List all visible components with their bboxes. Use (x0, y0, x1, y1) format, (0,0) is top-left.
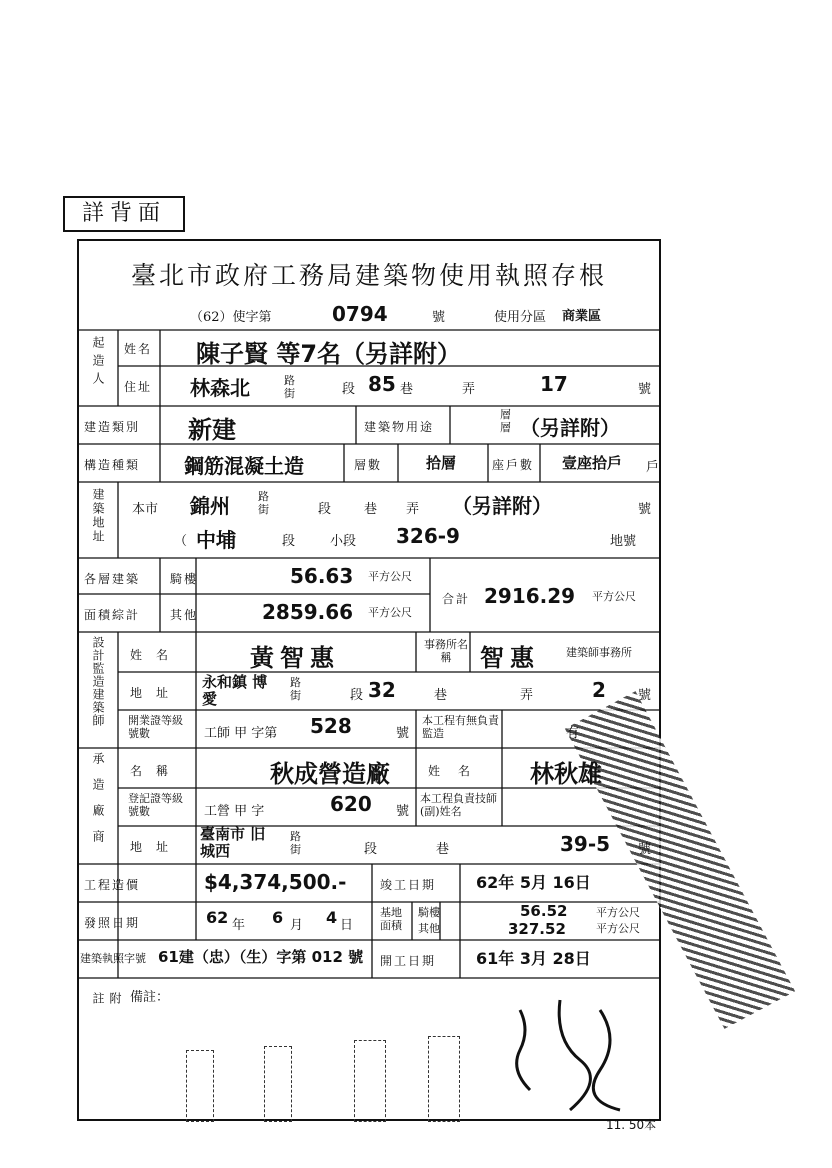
site-sec-unit: 段 (318, 502, 332, 517)
applicant-no: 17 (540, 372, 568, 396)
architect-road-unit: 路街 (290, 676, 301, 702)
site-alley-unit: 弄 (406, 502, 420, 517)
build-type-value: 新建 (188, 416, 236, 444)
architect-office-suffix: 建築師事務所 (566, 646, 632, 659)
contractor-reg-number: 620 (330, 792, 372, 816)
architect-lane-unit: 巷 (434, 688, 448, 703)
architect-addr-label: 地址 (130, 686, 183, 700)
units-value: 壹座拾戶 (562, 454, 623, 472)
area-other-value: 2859.66 (262, 600, 354, 624)
site-district: 中埔 (196, 528, 236, 552)
site-subsec-unit: 小段 (330, 534, 357, 549)
architect-office-label: 事務所名稱 (424, 638, 468, 664)
build-use-value: （另詳附） (520, 416, 620, 440)
cost-label: 工程造價 (84, 878, 141, 892)
applicant-name-value: 陳子賢 等7名（另詳附） (196, 340, 462, 368)
struct-label: 構造種類 (84, 458, 141, 472)
units-label: 座戶數 (492, 458, 535, 472)
finish-value: 62年 5月 16日 (476, 873, 591, 892)
site-no-unit: 號 (638, 502, 652, 517)
architect-office-value: 智惠 (480, 644, 540, 672)
base-arcade-label: 騎樓 (418, 906, 440, 919)
area-label-b: 面積綜計 (84, 608, 141, 622)
start-date-value: 61年 3月 28日 (476, 949, 591, 968)
contractor-person-value: 林秋雄 (530, 760, 602, 788)
site-note: （另詳附） (452, 494, 552, 518)
back-tag: 詳背面 (63, 196, 185, 232)
architect-no-unit: 號 (638, 688, 652, 703)
contractor-reg-suffix: 號 (396, 804, 410, 819)
finish-label: 竣工日期 (380, 878, 437, 892)
site-lot-unit: 地號 (610, 534, 637, 549)
permit-label: 建築執照字號 (80, 952, 146, 965)
contractor-name-label: 名稱 (130, 764, 183, 778)
permit-value: 61建（忠）（生）字第 012 號 (158, 948, 364, 966)
contractor-addr-label: 地址 (130, 840, 183, 854)
zone-label: 使用分區 (494, 310, 547, 325)
architect-name-label: 姓名 (130, 648, 183, 662)
handwritten-signature (500, 990, 650, 1120)
area-total-value: 2916.29 (484, 584, 576, 608)
start-date-label: 開工日期 (380, 954, 437, 968)
architect-no: 2 (592, 678, 606, 702)
applicant-alley-unit: 弄 (462, 382, 476, 397)
approval-stamp (428, 1036, 460, 1122)
floors-value: 拾層 (426, 454, 457, 472)
contractor-road-unit: 路街 (290, 830, 301, 856)
contractor-addr-road: 臺南市 旧城西 (200, 825, 266, 860)
approval-stamp (354, 1040, 386, 1122)
build-use-label: 建築物用途 (364, 420, 435, 434)
approval-stamp (186, 1050, 214, 1122)
contractor-reg-label: 登記證等級號數 (128, 792, 183, 818)
area-total-unit: 平方公尺 (592, 590, 636, 603)
zone-value: 商業區 (562, 309, 602, 324)
footer-code: 11. 50本 (606, 1118, 657, 1132)
area-label-a: 各層建築 (84, 572, 141, 586)
site-lane-unit: 巷 (364, 502, 378, 517)
site-group-label: 建築地址 (91, 488, 105, 544)
area-arcade-label: 騎樓 (170, 572, 199, 586)
applicant-sec-unit: 段 (342, 382, 356, 397)
base-arcade-value: 56.52 (520, 902, 568, 920)
issue-date-label: 發照日期 (84, 916, 141, 930)
architect-cert-number: 528 (310, 714, 352, 738)
issue-year: 62 (206, 908, 229, 927)
struct-value: 鋼筋混凝土造 (184, 454, 304, 478)
architect-alley-unit: 弄 (520, 688, 534, 703)
issue-day: 4 (326, 908, 338, 927)
contractor-reg-prefix: 工營 甲 字 (204, 804, 265, 819)
applicant-lane: 85 (368, 372, 396, 396)
contractor-person-label: 姓名 (428, 764, 489, 778)
architect-sec-unit: 段 (350, 688, 364, 703)
site-road-unit: 路街 (258, 490, 269, 516)
architect-name-value: 黃智惠 (250, 644, 340, 672)
applicant-addr-road: 林森北 (190, 376, 250, 400)
architect-cert-prefix: 工師 甲 字第 (204, 726, 278, 741)
contractor-group-label: 承造廠商 (91, 752, 105, 856)
contractor-sec-unit: 段 (364, 842, 378, 857)
architect-group-label: 設計監造建築師 (91, 636, 105, 727)
architect-supervise-label: 本工程有無負責監造 (422, 714, 499, 740)
site-road: 錦州 (190, 494, 230, 518)
architect-addr-road: 永和鎮 博愛 (202, 673, 268, 708)
floors-label: 層數 (354, 458, 383, 472)
architect-cert-label: 開業證等級號數 (128, 714, 183, 740)
site-lot: 326-9 (396, 524, 460, 548)
area-other-unit: 平方公尺 (368, 606, 412, 619)
site-city: 本市 (132, 502, 159, 517)
issue-month-unit: 月 (290, 918, 304, 933)
applicant-group-label: 起造人 (91, 336, 105, 390)
contractor-tech-label: 本工程負責技師(副)姓名 (420, 792, 497, 818)
site-district-unit: 段 (282, 534, 296, 549)
contractor-addr-no: 39-5 (560, 832, 611, 856)
base-arcade-unit: 平方公尺 (596, 906, 640, 919)
cost-value: $4,374,500.- (204, 870, 347, 894)
architect-supervise-value: 有 (566, 726, 580, 741)
remark-label: 備註： (130, 990, 170, 1005)
applicant-road-unit: 路街 (284, 374, 295, 400)
issue-year-unit: 年 (232, 918, 246, 933)
applicant-name-label: 姓名 (124, 342, 153, 356)
build-type-label: 建造類別 (84, 420, 141, 434)
base-other-value: 327.52 (508, 920, 566, 938)
architect-cert-suffix: 號 (396, 726, 410, 741)
area-arcade-unit: 平方公尺 (368, 570, 412, 583)
contractor-lane-unit: 巷 (436, 842, 450, 857)
issue-month: 6 (272, 908, 284, 927)
applicant-addr-label: 住址 (124, 380, 153, 394)
area-arcade-value: 56.63 (290, 564, 354, 588)
base-area-label: 基地面積 (380, 906, 402, 932)
license-prefix: （62）使字第 (190, 310, 272, 325)
page-title: 臺北市政府工務局建築物使用執照存根 (130, 261, 607, 290)
area-other-label: 其他 (170, 608, 199, 622)
approval-stamp (264, 1046, 292, 1122)
units-unit: 戶 (646, 460, 660, 475)
build-use-unit: 層 層 (500, 408, 511, 434)
applicant-no-unit: 號 (638, 382, 652, 397)
contractor-name-value: 秋成營造廠 (270, 760, 390, 788)
applicant-lane-unit: 巷 (400, 382, 414, 397)
notes-group-label: 附註 (91, 992, 122, 1094)
area-total-label: 合計 (442, 592, 471, 606)
base-other-label: 其他 (418, 922, 440, 935)
license-number: 0794 (332, 302, 388, 326)
license-suffix: 號 (432, 310, 446, 325)
contractor-addr-no-unit: 號 (638, 842, 652, 857)
architect-lane: 32 (368, 678, 396, 702)
base-other-unit: 平方公尺 (596, 922, 640, 935)
issue-day-unit: 日 (340, 918, 354, 933)
